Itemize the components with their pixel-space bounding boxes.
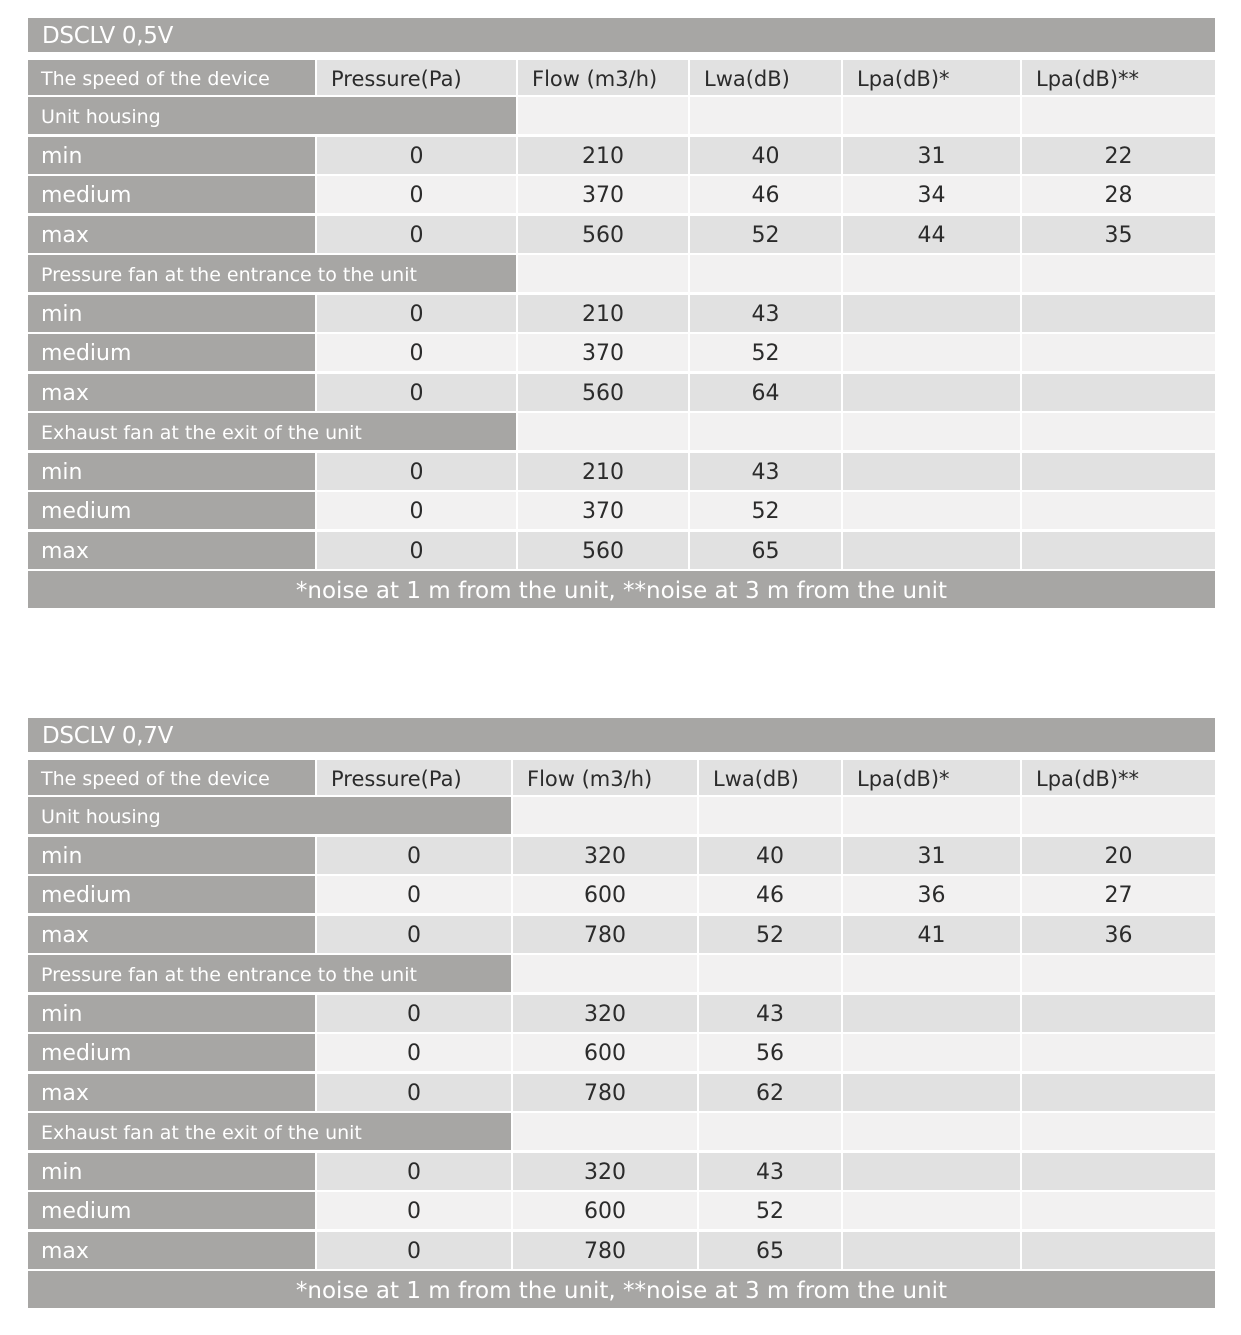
flow-cell: 560 <box>518 216 688 253</box>
lwa-cell: 52 <box>699 1192 841 1229</box>
pressure-cell: 0 <box>317 916 511 953</box>
lpa-1m-cell <box>843 1232 1020 1269</box>
empty-cell <box>518 97 688 134</box>
lpa-1m-header: Lpa(dB)* <box>843 60 1020 95</box>
section-label: Pressure fan at the entrance to the unit <box>28 955 511 992</box>
lpa-1m-cell <box>843 1074 1020 1111</box>
table-row <box>28 1074 1215 1111</box>
flow-cell: 210 <box>518 453 688 490</box>
lwa-cell: 40 <box>690 137 841 174</box>
section-label: Unit housing <box>28 797 511 834</box>
empty-cell <box>1022 797 1215 834</box>
empty-cell <box>513 1113 697 1150</box>
lpa-3m-cell: 36 <box>1022 916 1215 953</box>
flow-cell: 370 <box>518 176 688 213</box>
empty-cell <box>690 255 841 292</box>
pressure-cell: 0 <box>317 176 516 213</box>
empty-cell <box>518 413 688 450</box>
lwa-cell: 52 <box>690 334 841 371</box>
pressure-cell: 0 <box>317 1074 511 1111</box>
pressure-cell: 0 <box>317 1153 511 1190</box>
pressure-cell: 0 <box>317 1232 511 1269</box>
footnote: *noise at 1 m from the unit, **noise at 3 m from the unit <box>28 1271 1215 1308</box>
pressure-cell: 0 <box>317 334 516 371</box>
lpa-3m-cell: 27 <box>1022 876 1215 913</box>
speed-header: The speed of the device <box>28 60 315 95</box>
pressure-header: Pressure(Pa) <box>317 760 511 795</box>
section-row <box>28 797 1215 834</box>
empty-cell <box>843 797 1020 834</box>
lwa-cell: 43 <box>690 295 841 332</box>
lpa-3m-cell <box>1022 1232 1215 1269</box>
pressure-cell: 0 <box>317 374 516 411</box>
empty-cell <box>843 955 1020 992</box>
speed-cell: medium <box>28 1034 315 1071</box>
lpa-1m-cell: 41 <box>843 916 1020 953</box>
speed-cell: min <box>28 295 315 332</box>
lwa-cell: 46 <box>699 876 841 913</box>
flow-header: Flow (m3/h) <box>518 60 688 95</box>
table-row <box>28 137 1215 174</box>
flow-cell: 320 <box>513 837 697 874</box>
lwa-cell: 65 <box>690 532 841 569</box>
lpa-3m-cell <box>1022 453 1215 490</box>
speed-cell: medium <box>28 876 315 913</box>
empty-cell <box>513 955 697 992</box>
speed-cell: min <box>28 1153 315 1190</box>
table-title: DSCLV 0,5V <box>28 18 1215 52</box>
lpa-3m-cell <box>1022 1074 1215 1111</box>
speed-cell: max <box>28 374 315 411</box>
lwa-cell: 52 <box>690 492 841 529</box>
flow-header: Flow (m3/h) <box>513 760 697 795</box>
lpa-1m-header: Lpa(dB)* <box>843 760 1020 795</box>
pressure-cell: 0 <box>317 216 516 253</box>
speed-cell: max <box>28 216 315 253</box>
footnote: *noise at 1 m from the unit, **noise at 3 m from the unit <box>28 571 1215 608</box>
flow-cell: 780 <box>513 916 697 953</box>
lpa-1m-cell <box>843 492 1020 529</box>
lwa-cell: 65 <box>699 1232 841 1269</box>
header-row <box>28 760 1215 795</box>
lpa-1m-cell <box>843 1034 1020 1071</box>
lpa-3m-cell: 22 <box>1022 137 1215 174</box>
section-row <box>28 255 1215 292</box>
flow-cell: 210 <box>518 295 688 332</box>
flow-cell: 780 <box>513 1074 697 1111</box>
lpa-3m-cell <box>1022 1034 1215 1071</box>
empty-cell <box>690 413 841 450</box>
lpa-3m-header: Lpa(dB)** <box>1022 760 1215 795</box>
lpa-1m-cell <box>843 995 1020 1032</box>
empty-cell <box>699 1113 841 1150</box>
section-label: Pressure fan at the entrance to the unit <box>28 255 516 292</box>
lpa-3m-cell <box>1022 492 1215 529</box>
speed-cell: min <box>28 137 315 174</box>
lpa-3m-cell <box>1022 995 1215 1032</box>
section-label: Exhaust fan at the exit of the unit <box>28 1113 511 1150</box>
lwa-cell: 64 <box>690 374 841 411</box>
lpa-1m-cell <box>843 334 1020 371</box>
lwa-cell: 43 <box>690 453 841 490</box>
lpa-1m-cell <box>843 295 1020 332</box>
header-row <box>28 60 1215 95</box>
section-row <box>28 97 1215 134</box>
speed-header: The speed of the device <box>28 760 315 795</box>
empty-cell <box>699 955 841 992</box>
lpa-3m-cell <box>1022 334 1215 371</box>
lpa-1m-cell <box>843 453 1020 490</box>
empty-cell <box>1022 1113 1215 1150</box>
lwa-cell: 43 <box>699 995 841 1032</box>
flow-cell: 320 <box>513 995 697 1032</box>
table-row <box>28 837 1215 874</box>
pressure-cell: 0 <box>317 492 516 529</box>
speed-cell: max <box>28 532 315 569</box>
lwa-cell: 52 <box>699 916 841 953</box>
speed-cell: min <box>28 837 315 874</box>
flow-cell: 600 <box>513 1192 697 1229</box>
lpa-1m-cell <box>843 532 1020 569</box>
table-row <box>28 492 1215 529</box>
lpa-3m-cell <box>1022 374 1215 411</box>
empty-cell <box>843 97 1020 134</box>
lwa-cell: 43 <box>699 1153 841 1190</box>
table-row <box>28 1192 1215 1229</box>
section-label: Exhaust fan at the exit of the unit <box>28 413 516 450</box>
empty-cell <box>513 797 697 834</box>
table-dsclv-05v <box>28 18 1215 604</box>
lpa-3m-cell: 28 <box>1022 176 1215 213</box>
table-row <box>28 374 1215 411</box>
flow-cell: 600 <box>513 1034 697 1071</box>
lpa-1m-cell: 36 <box>843 876 1020 913</box>
section-label: Unit housing <box>28 97 516 134</box>
table-row <box>28 334 1215 371</box>
lwa-header: Lwa(dB) <box>690 60 841 95</box>
flow-cell: 210 <box>518 137 688 174</box>
empty-cell <box>843 413 1020 450</box>
flow-cell: 370 <box>518 492 688 529</box>
speed-cell: max <box>28 916 315 953</box>
empty-cell <box>1022 955 1215 992</box>
table-row <box>28 1153 1215 1190</box>
speed-cell: max <box>28 1232 315 1269</box>
table-row <box>28 453 1215 490</box>
pressure-cell: 0 <box>317 295 516 332</box>
empty-cell <box>518 255 688 292</box>
table-row <box>28 916 1215 953</box>
speed-cell: max <box>28 1074 315 1111</box>
speed-cell: medium <box>28 176 315 213</box>
pressure-cell: 0 <box>317 1034 511 1071</box>
table-row <box>28 1034 1215 1071</box>
lwa-cell: 40 <box>699 837 841 874</box>
table-row <box>28 876 1215 913</box>
empty-cell <box>1022 255 1215 292</box>
pressure-cell: 0 <box>317 453 516 490</box>
lwa-cell: 46 <box>690 176 841 213</box>
empty-cell <box>699 797 841 834</box>
table-dsclv-07v <box>28 718 1215 1304</box>
section-row <box>28 1113 1215 1150</box>
speed-cell: min <box>28 995 315 1032</box>
lwa-header: Lwa(dB) <box>699 760 841 795</box>
lpa-1m-cell: 31 <box>843 137 1020 174</box>
table-row <box>28 1232 1215 1269</box>
pressure-cell: 0 <box>317 1192 511 1229</box>
pressure-cell: 0 <box>317 876 511 913</box>
lpa-3m-cell <box>1022 295 1215 332</box>
flow-cell: 780 <box>513 1232 697 1269</box>
speed-cell: medium <box>28 334 315 371</box>
section-row <box>28 413 1215 450</box>
section-row <box>28 955 1215 992</box>
lpa-3m-cell <box>1022 532 1215 569</box>
table-title: DSCLV 0,7V <box>28 718 1215 752</box>
flow-cell: 320 <box>513 1153 697 1190</box>
lwa-cell: 52 <box>690 216 841 253</box>
lwa-cell: 62 <box>699 1074 841 1111</box>
table-row <box>28 176 1215 213</box>
pressure-cell: 0 <box>317 837 511 874</box>
pressure-cell: 0 <box>317 532 516 569</box>
lpa-3m-cell: 20 <box>1022 837 1215 874</box>
flow-cell: 600 <box>513 876 697 913</box>
pressure-cell: 0 <box>317 137 516 174</box>
table-row <box>28 995 1215 1032</box>
lpa-1m-cell <box>843 1153 1020 1190</box>
lpa-1m-cell: 44 <box>843 216 1020 253</box>
speed-cell: medium <box>28 1192 315 1229</box>
table-row <box>28 216 1215 253</box>
lpa-1m-cell: 31 <box>843 837 1020 874</box>
lpa-3m-cell <box>1022 1192 1215 1229</box>
lpa-3m-cell <box>1022 1153 1215 1190</box>
lpa-1m-cell <box>843 374 1020 411</box>
lpa-1m-cell: 34 <box>843 176 1020 213</box>
flow-cell: 560 <box>518 532 688 569</box>
pressure-cell: 0 <box>317 995 511 1032</box>
empty-cell <box>843 255 1020 292</box>
pressure-header: Pressure(Pa) <box>317 60 516 95</box>
empty-cell <box>843 1113 1020 1150</box>
empty-cell <box>690 97 841 134</box>
lpa-1m-cell <box>843 1192 1020 1229</box>
lpa-3m-header: Lpa(dB)** <box>1022 60 1215 95</box>
flow-cell: 560 <box>518 374 688 411</box>
table-row <box>28 532 1215 569</box>
lwa-cell: 56 <box>699 1034 841 1071</box>
lpa-3m-cell: 35 <box>1022 216 1215 253</box>
table-row <box>28 295 1215 332</box>
flow-cell: 370 <box>518 334 688 371</box>
speed-cell: min <box>28 453 315 490</box>
speed-cell: medium <box>28 492 315 529</box>
empty-cell <box>1022 413 1215 450</box>
empty-cell <box>1022 97 1215 134</box>
